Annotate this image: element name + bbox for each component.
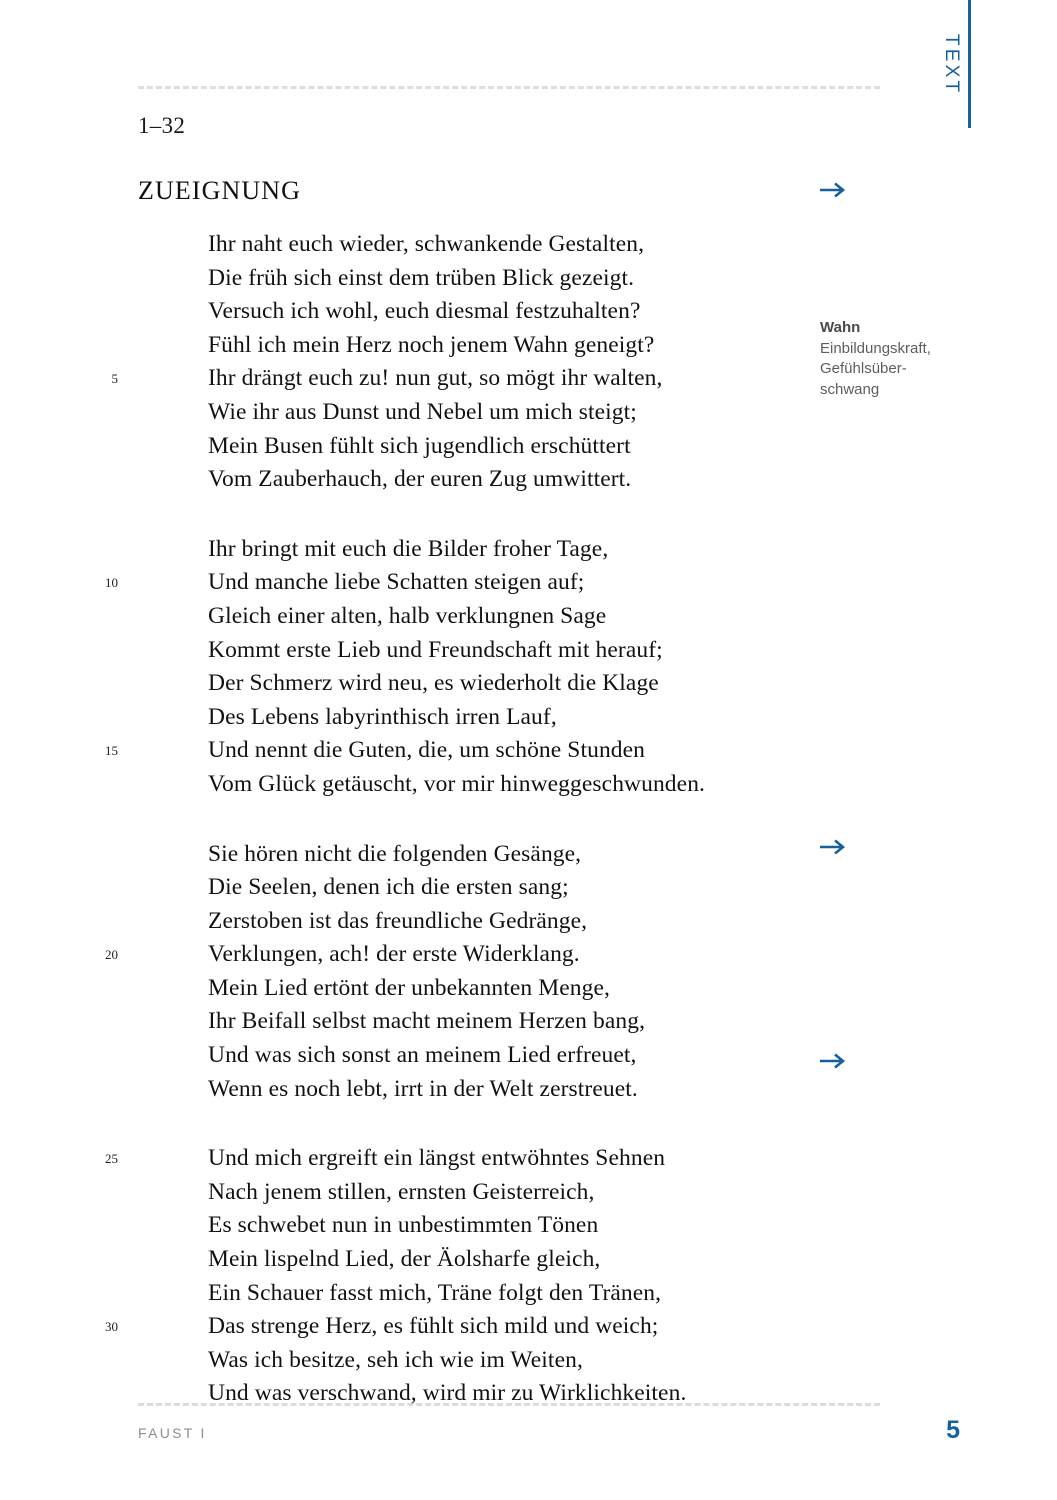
verse-line-text: Und mich ergreift ein längst entwöhntes Sehnen — [208, 1145, 666, 1172]
verse-line-text: Ihr naht euch wieder, schwankende Gestalten, — [208, 231, 645, 257]
verse-line-text: Des Lebens labyrinthisch irren Lauf, — [208, 703, 557, 730]
line-range-label: 1–32 — [138, 113, 186, 138]
verse-line-text: Der Schmerz wird neu, es wiederholt die Klage — [208, 670, 659, 697]
verse-line — [138, 1243, 818, 1277]
verse-line-number: 25 — [105, 1151, 118, 1167]
stanza — [105, 533, 818, 802]
verse-line-text: Zerstoben ist das freundliche Gedränge, — [208, 907, 588, 934]
stanza — [105, 838, 818, 1107]
verse-line — [138, 295, 818, 329]
gloss-term: Wahn — [820, 319, 861, 336]
verse-line — [138, 1039, 818, 1073]
verse-line — [138, 905, 818, 939]
verse-line — [138, 396, 818, 430]
verse-line-text: Nach jenem stillen, ernsten Geisterreich, — [208, 1178, 595, 1205]
verse-line — [138, 1209, 818, 1243]
verse-line-text: Ein Schauer fasst mich, Träne folgt den Tränen, — [208, 1279, 662, 1306]
verse-line-text: Mein Lied ertönt der unbekannten Menge, — [208, 974, 610, 1001]
verse-line — [138, 1005, 818, 1039]
verse-line — [138, 1176, 818, 1210]
cross-reference-arrow-title[interactable] — [820, 181, 854, 203]
section-tab-label: TEXT — [941, 34, 962, 96]
verse-line — [138, 463, 818, 497]
verse-line — [138, 1073, 818, 1107]
verse-line — [138, 430, 818, 464]
verse-line — [138, 871, 818, 905]
verse-line — [138, 838, 818, 872]
verse-line — [105, 1142, 818, 1176]
verse-line-text: Sie hören nicht die folgenden Gesänge, — [208, 840, 582, 867]
verse-line-text: Und nennt die Guten, die, um schöne Stunden — [208, 737, 646, 764]
verse-line-text: Die früh sich einst dem trüben Blick gezeigt. — [208, 264, 635, 291]
verse-line-text: Mein Busen fühlt sich jugendlich erschüttert — [208, 432, 631, 459]
verse-line — [138, 1277, 818, 1311]
verse-line — [138, 972, 818, 1006]
verse-line-text: Kommt erste Lieb und Freundschaft mit herauf; — [208, 636, 663, 663]
stanza — [111, 228, 818, 497]
verse-line — [138, 701, 818, 735]
verse-line-text: Es schwebet nun in unbestimmten Tönen — [208, 1212, 599, 1239]
verse-line — [111, 362, 818, 396]
verse-line-text: Fühl ich mein Herz noch jenem Wahn geneigt? — [208, 331, 655, 358]
verse-line-text: Vom Glück getäuscht, vor mir hinweggeschwunden. — [208, 770, 706, 797]
verse-line — [105, 566, 818, 600]
marginal-gloss — [820, 318, 1010, 400]
verse-line-text: Gleich einer alten, halb verklungnen Sage — [208, 602, 607, 629]
verse-line-text: Und manche liebe Schatten steigen auf; — [208, 569, 585, 596]
verse-line-text: Das strenge Herz, es fühlt sich mild und weich; — [208, 1313, 659, 1340]
verse-line — [105, 1310, 818, 1344]
page-title: ZUEIGNUNG — [138, 176, 301, 205]
header-divider — [138, 86, 880, 89]
verse-line-text: Was ich besitze, seh ich wie im Weiten, — [208, 1346, 583, 1373]
verse-line-number: 20 — [105, 947, 118, 963]
gloss-definition: Einbildungskraft, Gefühlsüber- schwang — [820, 339, 931, 398]
verse-line — [138, 1377, 818, 1411]
verse-line — [105, 938, 818, 972]
verse-line — [138, 329, 818, 363]
verse-line-number: 30 — [105, 1319, 118, 1335]
cross-reference-arrow-line-28[interactable] — [820, 1052, 854, 1074]
verse-line — [138, 262, 818, 296]
verse-line-number: 15 — [105, 743, 118, 759]
verse-line-text: Verklungen, ach! der erste Widerklang. — [208, 941, 580, 968]
verse-line-text: Wenn es noch lebt, irrt in der Welt zerstreuet. — [208, 1075, 638, 1102]
verse-line — [138, 533, 818, 567]
verse-line — [138, 634, 818, 668]
page-number: 5 — [946, 1416, 960, 1444]
verse-line — [105, 734, 818, 768]
verse-line-number: 5 — [111, 371, 118, 387]
verse-line — [138, 228, 818, 262]
verse-line-text: Ihr bringt mit euch die Bilder froher Tage, — [208, 535, 609, 562]
verse-line — [138, 667, 818, 701]
verse-line — [138, 768, 818, 802]
stanza — [105, 1142, 818, 1411]
verse-line-text: Vom Zauberhauch, der euren Zug umwittert. — [208, 466, 632, 493]
verse-line-text: Ihr drängt euch zu! nun gut, so mögt ihr walten, — [208, 365, 663, 392]
verse-line-text: Wie ihr aus Dunst und Nebel um mich steigt; — [208, 398, 637, 425]
poem-body — [105, 228, 818, 1411]
verse-line-text: Und was verschwand, wird mir zu Wirklichkeiten. — [208, 1380, 687, 1407]
cross-reference-arrow-line-21[interactable] — [820, 838, 854, 860]
verse-line-text: Ihr Beifall selbst macht meinem Herzen bang, — [208, 1008, 646, 1035]
verse-line-text: Und was sich sonst an meinem Lied erfreuet, — [208, 1042, 637, 1069]
verse-line — [138, 1344, 818, 1378]
verse-line-text: Die Seelen, denen ich die ersten sang; — [208, 874, 569, 901]
verse-line-text: Versuch ich wohl, euch diesmal festzuhalten? — [208, 298, 641, 325]
section-tab-rule — [968, 0, 971, 128]
running-title: FAUST I — [138, 1425, 207, 1441]
verse-line — [138, 600, 818, 634]
verse-line-text: Mein lispelnd Lied, der Äolsharfe gleich, — [208, 1246, 601, 1273]
verse-line-number: 10 — [105, 575, 118, 591]
